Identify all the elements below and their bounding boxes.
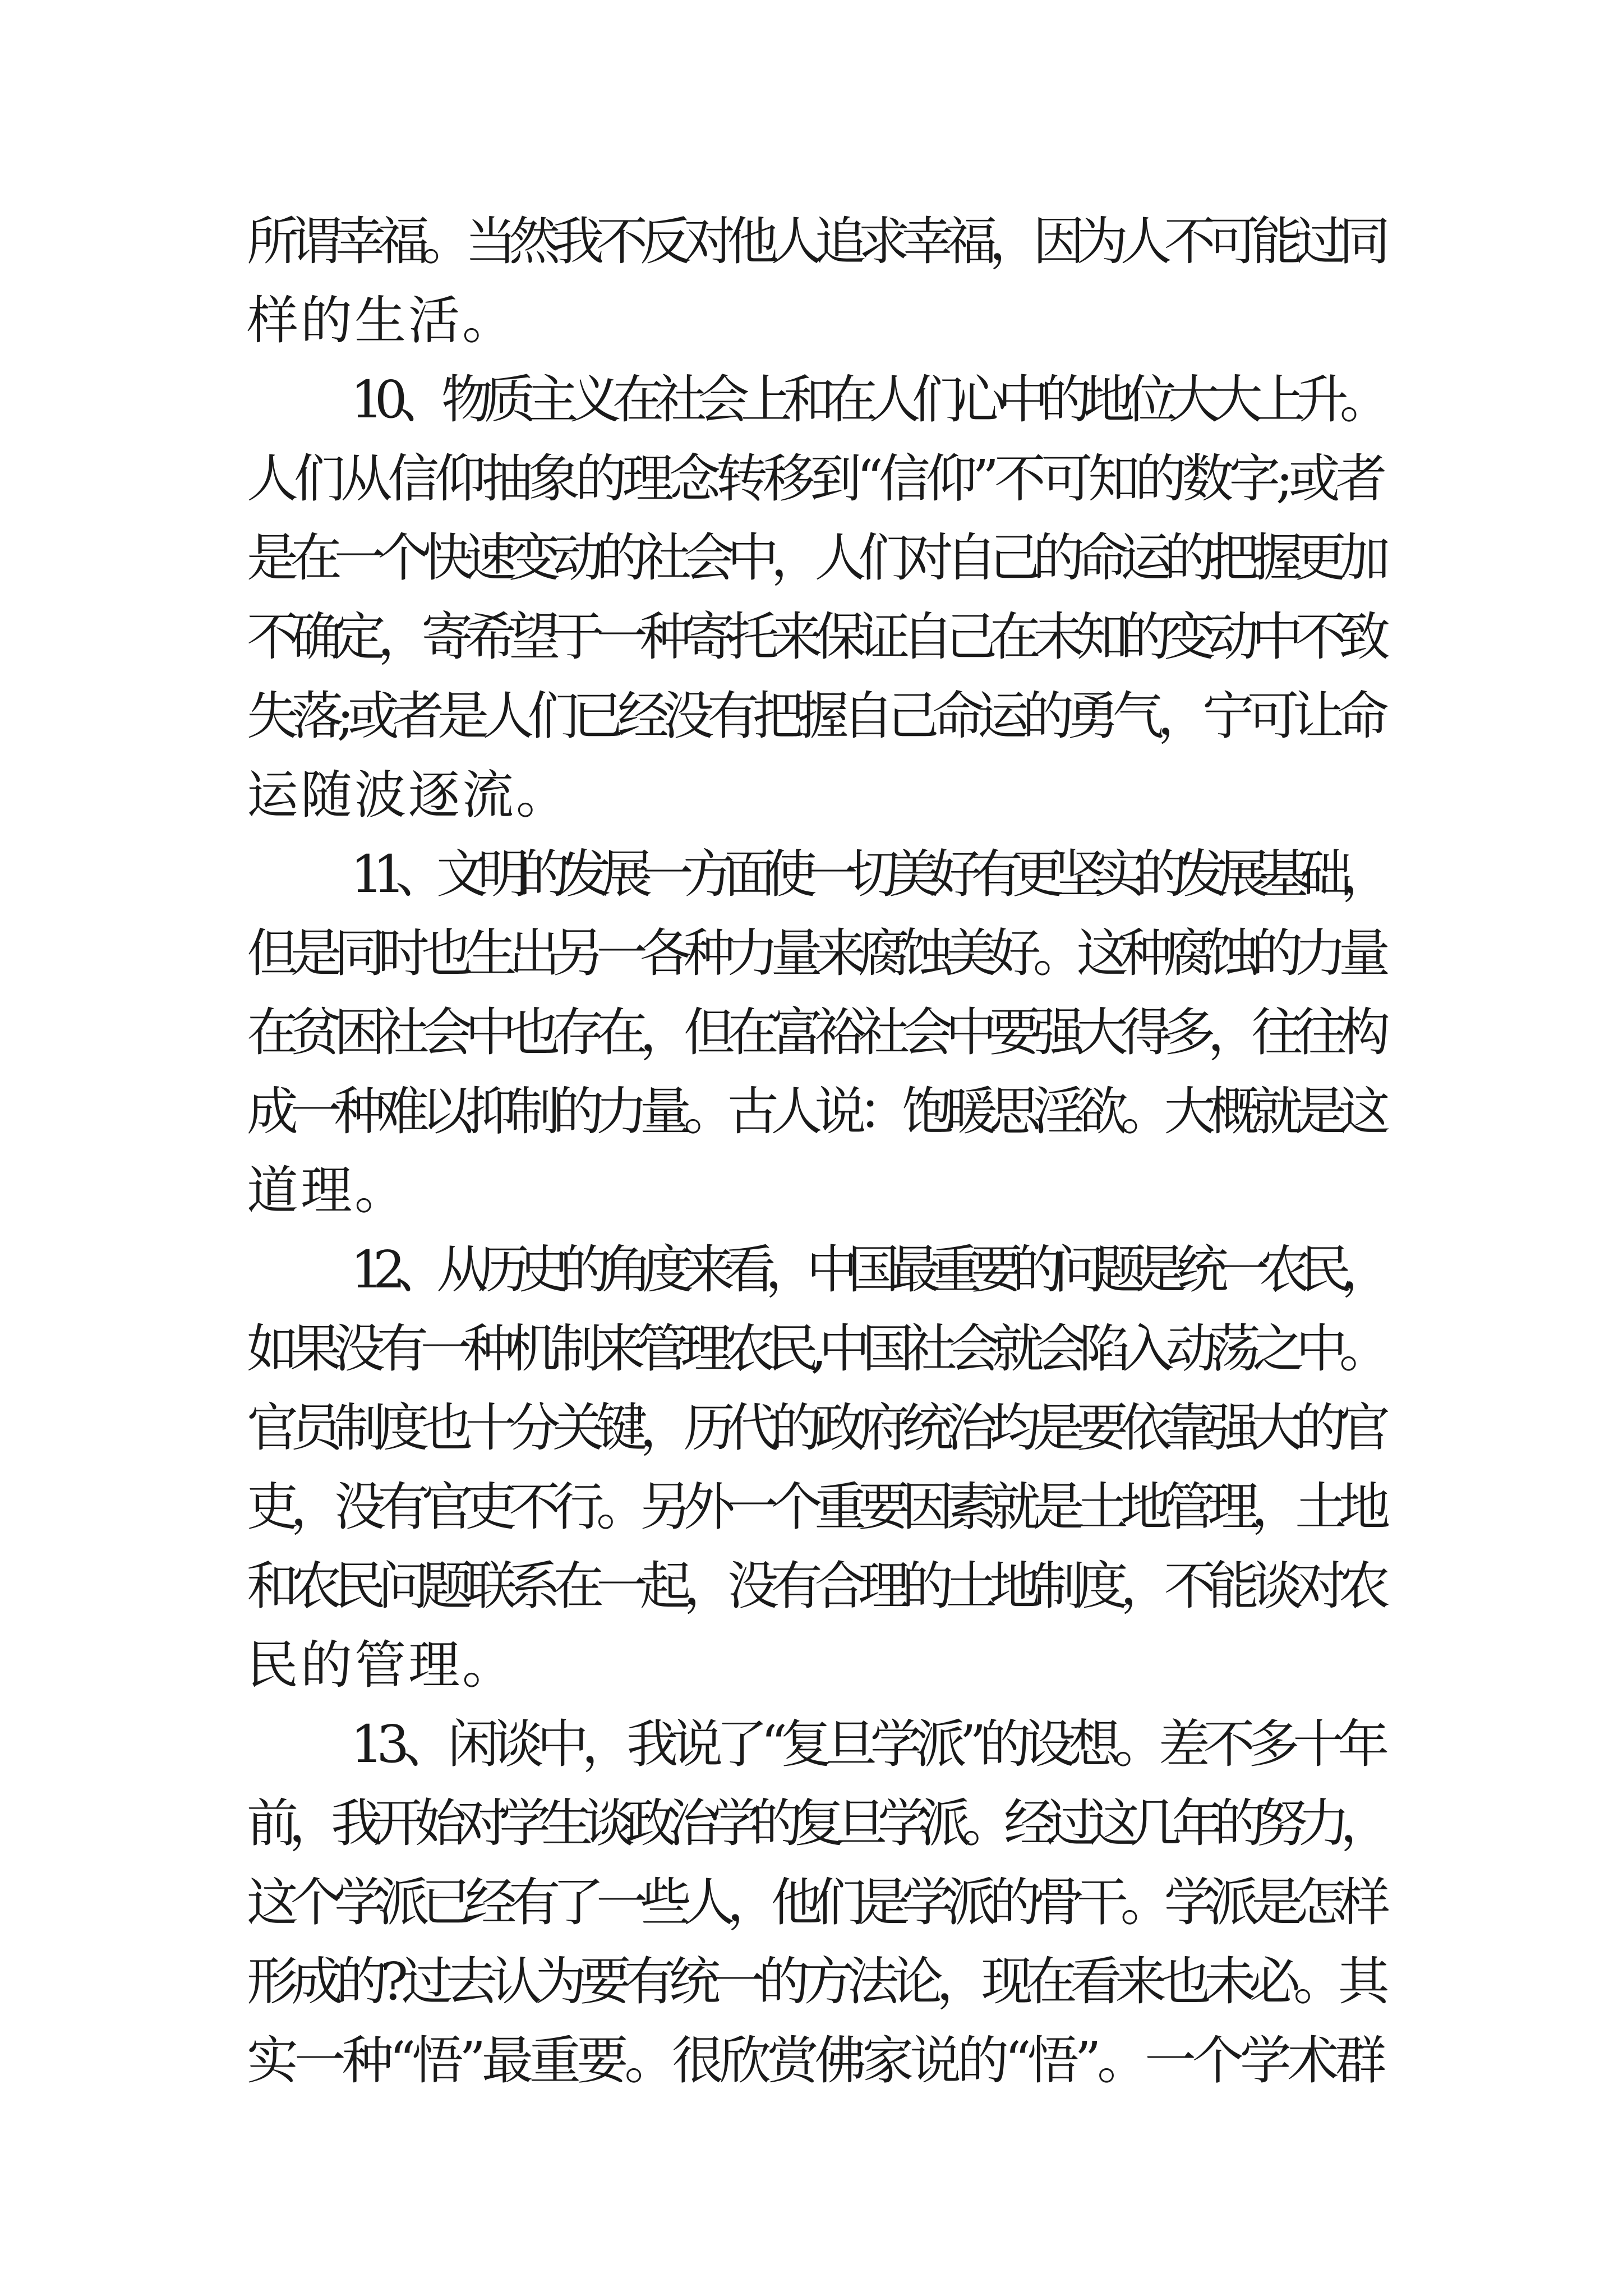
text-line: 这个学派已经有了一些人，他们是学派的骨干。学派是怎样 xyxy=(247,1872,1383,1932)
text-line: 所谓幸福。当然我不反对他人追求幸福，因为人不可能过同 xyxy=(247,211,1383,272)
text-line: 失落;或者是人们已经没有把握自己命运的勇气，宁可让命 xyxy=(247,686,1382,746)
text-line: 前，我开始对学生谈政治学的复旦学派。经过这几年的努力， xyxy=(247,1793,1383,1853)
text-line: 运随波逐流。 xyxy=(247,765,570,825)
text-line: 和农民问题联系在一起，没有合理的土地制度，不能谈对农 xyxy=(247,1556,1383,1616)
paragraph-first-line: 12、从历史的角度来看，中国最重要的问题是统一农民， xyxy=(351,1240,1383,1300)
text-line: 如果没有一种机制来管理农民,中国社会就会陷入动荡之中。 xyxy=(247,1319,1383,1379)
paragraph-first-line: 11、文明的发展一方面使一切美好有更坚实的发展基础， xyxy=(351,844,1383,904)
text-line: 官员制度也十分关键，历代的政府统治均是要依靠强大的官 xyxy=(247,1398,1383,1458)
text-line: 形成的?过去认为要有统一的方法论，现在看来也未必。其 xyxy=(247,1952,1383,2012)
text-line: 在贫困社会中也存在，但在富裕社会中要强大得多，往往构 xyxy=(247,1002,1383,1062)
text-line: 成一种难以抑制的力量。古人说：饱暖思淫欲。大概就是这 xyxy=(247,1082,1383,1142)
text-line: 样的生活。 xyxy=(247,291,517,351)
text-line: 吏，没有官吏不行。另外一个重要因素就是土地管理，土地 xyxy=(247,1477,1383,1537)
paragraph-first-line: 13、闲谈中，我说了“复旦学派”的设想。差不多十年 xyxy=(351,1714,1383,1774)
text-line: 实一种“悟”最重要。很欣赏佛家说的“悟”。一个学术群 xyxy=(247,2031,1383,2091)
document-body xyxy=(247,202,1382,2100)
text-line: 不确定，寄希望于一种寄托来保证自己在未知的变动中不致 xyxy=(247,607,1383,667)
text-line: 民的管理。 xyxy=(247,1635,517,1695)
paragraph-first-line: 10、物质主义在社会上和在人们心中的地位大大上升。 xyxy=(351,370,1383,430)
text-line: 道理。 xyxy=(247,1161,409,1221)
text-line: 是在一个快速变动的社会中，人们对自己的命运的把握更加 xyxy=(247,528,1383,588)
text-line: 人们从信仰抽象的理念转移到“信仰”不可知的数字;或者 xyxy=(247,449,1383,509)
text-line: 但是同时也生出另一各种力量来腐蚀美好。这种腐蚀的力量 xyxy=(247,923,1383,983)
